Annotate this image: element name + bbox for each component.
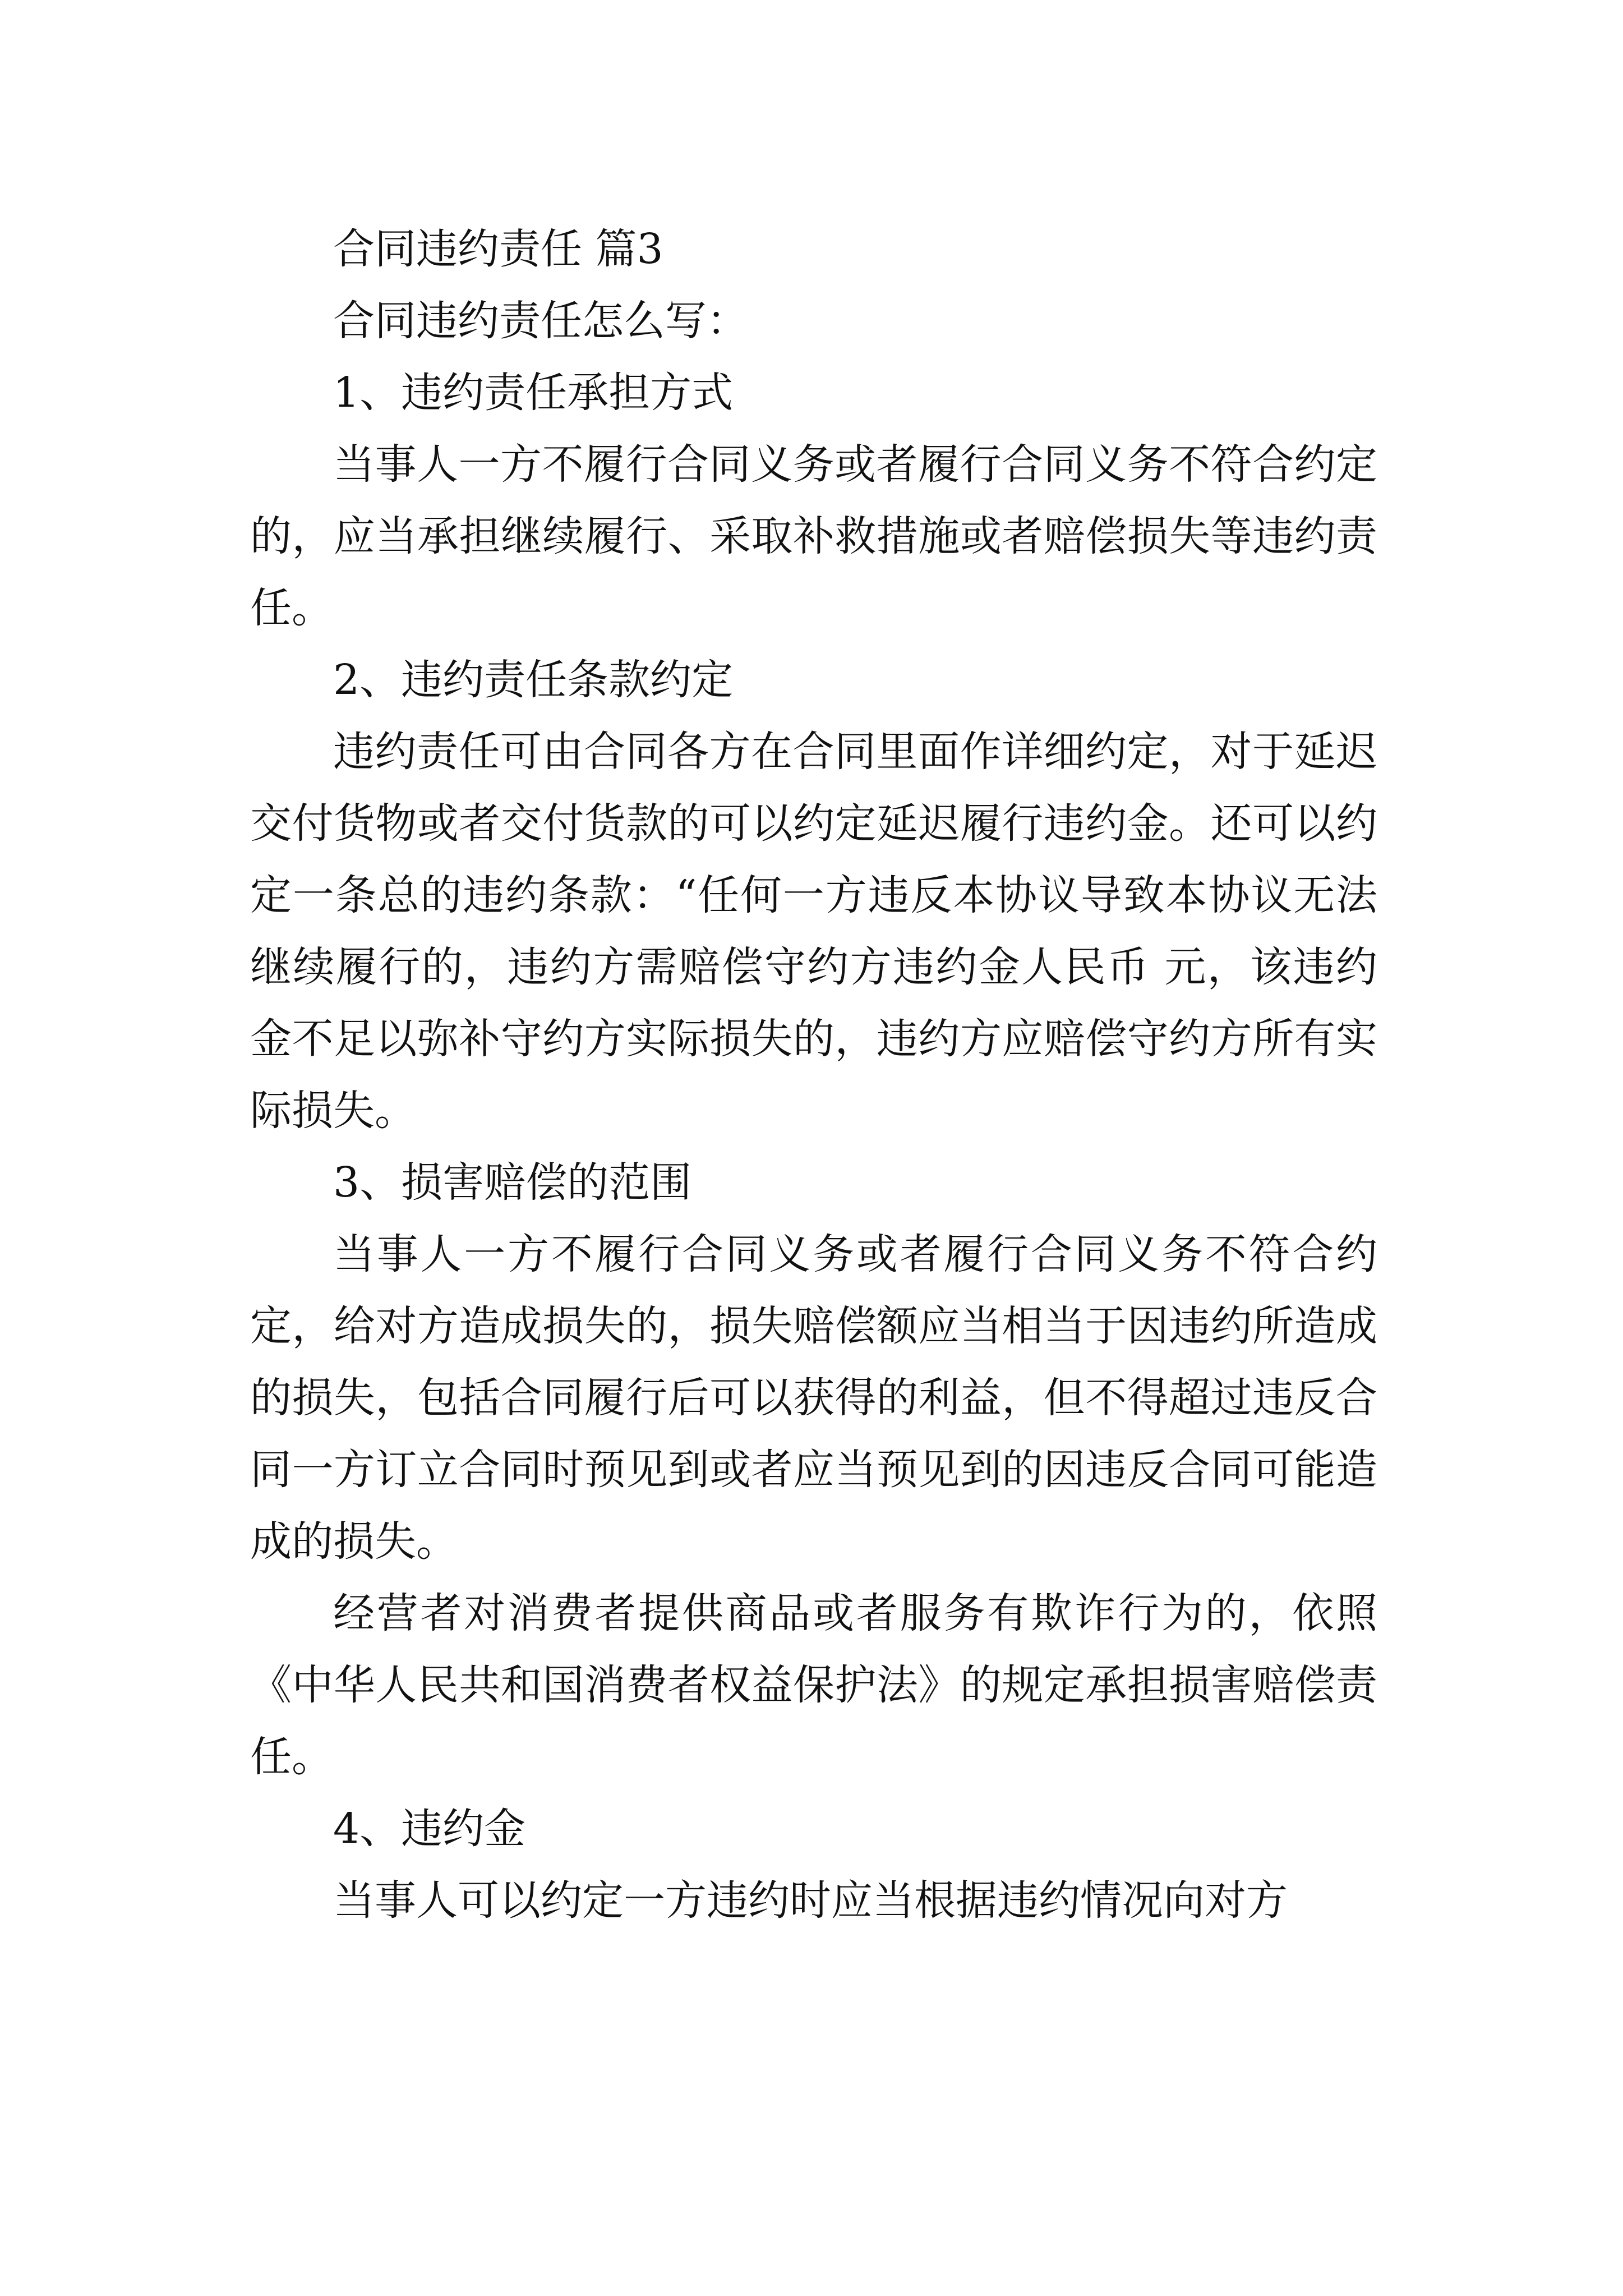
section-heading-2: 2、违约责任条款约定 (333, 656, 734, 704)
document-body (250, 213, 1377, 1936)
paragraph-1: 当事人一方不履行合同义务或者履行合同义务不符合约定的，应当承担继续履行、采取补救措施或者赔偿损失等违约责任。 (250, 440, 1377, 632)
paragraph-5: 当事人可以约定一方违约时应当根据违约情况向对方 (333, 1876, 1288, 1925)
paragraph-3: 当事人一方不履行合同义务或者履行合同义务不符合约定，给对方造成损失的，损失赔偿额应当相当于因违约所造成的损失，包括合同履行后可以获得的利益，但不得超过违反合同一方订立合同时预见到或者应当预见到的因违反合同可能造成的损失。 (250, 1230, 1377, 1566)
paragraph-4: 经营者对消费者提供商品或者服务有欺诈行为的，依照《中华人民共和国消费者权益保护法》的规定承担损害赔偿责任。 (250, 1589, 1377, 1781)
section-heading-1: 1、违约责任承担方式 (333, 369, 734, 417)
paragraph-2: 违约责任可由合同各方在合同里面作详细约定，对于延迟交付货物或者交付货款的可以约定延迟履行违约金。还可以约定一条总的违约条款：“任何一方违反本协议导致本协议无法继续履行的，违约方需赔偿守约方违约金人民币 元，该违约金不足以弥补守约方实际损失的，违约方应赔偿守约方所有实际损失。 (250, 728, 1377, 1135)
intro-line: 合同违约责任怎么写： (333, 297, 748, 345)
section-heading-4: 4、违约金 (333, 1805, 526, 1853)
section-heading-3: 3、损害赔偿的范围 (333, 1158, 692, 1207)
document-title: 合同违约责任 篇3 (333, 225, 663, 273)
